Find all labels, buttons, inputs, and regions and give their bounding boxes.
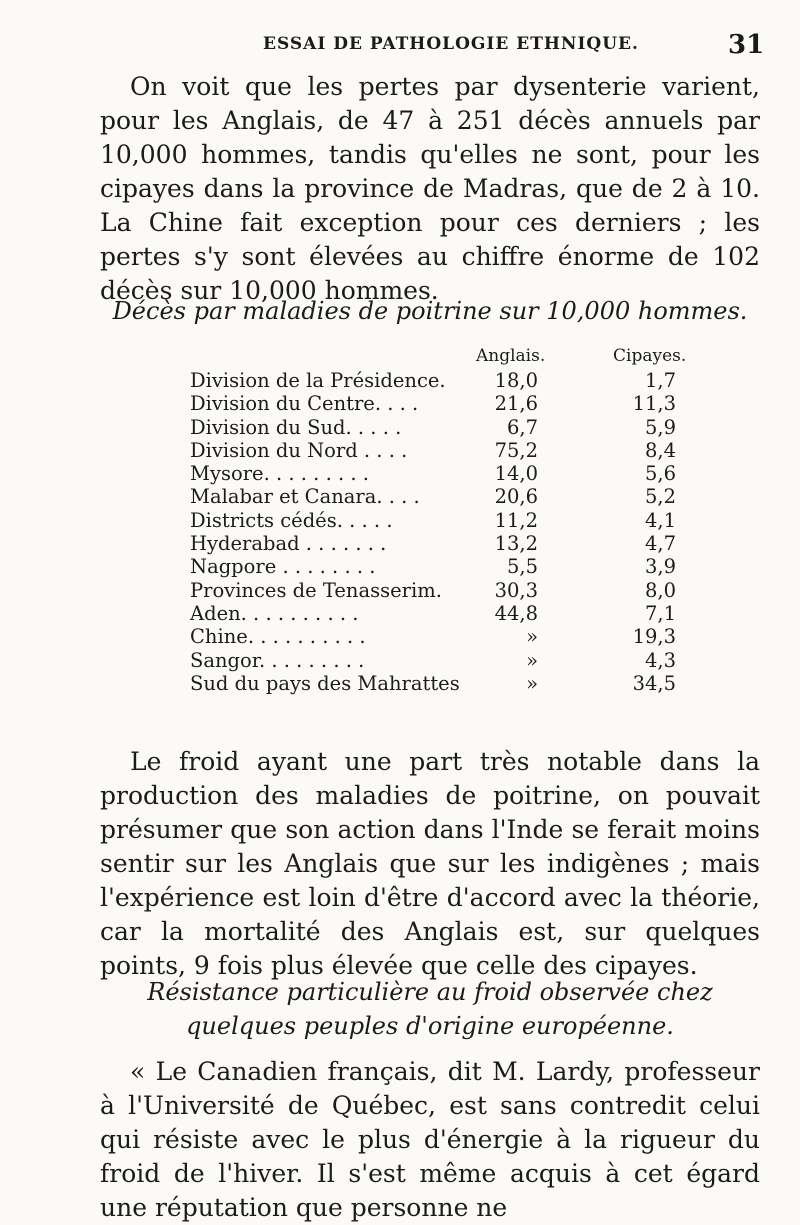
row-label: Division de la Présidence. [190, 369, 446, 392]
value-anglais: » [526, 671, 538, 695]
paragraph-canadien: « Le Canadien français, dit M. Lardy, professeur à l'Université de Québec, est sans contredit celui qui résiste avec le plus d'énergie à la rigueur du froid de l'hiver. Il s'est même acquis à cet égard une réputation que personne ne [100, 1057, 760, 1222]
value-anglais: 5,5 [506, 555, 538, 579]
table-row [0, 602, 800, 625]
value-cipayes: 7,1 [644, 601, 676, 625]
paragraph-maladies-poitrine: Le froid ayant une part très notable dans la production des maladies de poitrine, on pouvait présumer que son action dans l'Inde se ferait moins sentir sur les Anglais que sur les indigènes ; mais l'expérience est loin d'être d'accord avec la théorie, car la mortalité des Anglais est, sur quelques points, 9 fois plus élevée que celle des cipayes. [100, 747, 760, 980]
row-label: Nagpore . . . . . . . . [190, 555, 376, 579]
table-row [0, 439, 800, 462]
section-heading: Résistance particulière au froid observée chez quelques peuples d'origine européenne. [147, 978, 713, 1040]
table-row [0, 649, 800, 672]
value-anglais: 14,0 [494, 462, 538, 486]
row-label: Sud du pays des Mahrattes [190, 671, 460, 695]
value-cipayes: 8,4 [644, 438, 676, 462]
paragraph-dysenterie: On voit que les pertes par dysenterie varient, pour les Anglais, de 47 à 251 décès annuels par 10,000 hommes, tandis qu'elles ne sont, pour les cipayes dans la province de Madras, que de 2 à 10. La Chine fait exception pour ces derniers ; les pertes s'y sont élevées au chiffre énorme de 102 décès sur 10,000 hommes. [100, 72, 760, 305]
table-row [0, 416, 800, 439]
value-cipayes: 5,6 [644, 462, 676, 486]
column-header-anglais: Anglais. [476, 346, 546, 366]
row-label: Hyderabad . . . . . . . [190, 532, 387, 556]
value-cipayes: 4,1 [644, 508, 676, 532]
mortality-table [0, 369, 800, 695]
table-row [0, 532, 800, 555]
row-label: Districts cédés. . . . . [190, 508, 393, 532]
value-cipayes: 3,9 [644, 555, 676, 579]
page-header [0, 30, 800, 64]
table-row [0, 555, 800, 578]
row-label: Division du Centre. . . . [190, 392, 419, 416]
value-cipayes: 5,2 [644, 485, 676, 509]
value-cipayes: 5,9 [644, 415, 676, 439]
value-anglais: 44,8 [494, 601, 538, 625]
value-anglais: 30,3 [494, 578, 538, 602]
row-label: Division du Nord . . . . [190, 438, 408, 462]
row-label: Malabar et Canara. . . . [190, 485, 420, 509]
value-cipayes: 8,0 [644, 578, 676, 602]
value-anglais: 13,2 [494, 532, 538, 556]
value-cipayes: 4,7 [644, 532, 676, 556]
row-label: Division du Sud. . . . . [190, 415, 402, 439]
table-row [0, 625, 800, 648]
row-label: Sangor. . . . . . . . . [190, 648, 365, 672]
column-header-cipayes: Cipayes. [613, 346, 687, 366]
running-title: ESSAI DE PATHOLOGIE ETHNIQUE. [263, 34, 639, 54]
value-anglais: 11,2 [494, 508, 538, 532]
value-cipayes: 34,5 [632, 671, 676, 695]
value-cipayes: 11,3 [632, 392, 676, 416]
table-row [0, 392, 800, 415]
table-header [0, 346, 800, 368]
row-label: Mysore. . . . . . . . . [190, 462, 369, 486]
value-anglais: 18,0 [494, 369, 538, 392]
row-label: Chine. . . . . . . . . . [190, 625, 366, 649]
page-number: 31 [728, 30, 765, 60]
table-row [0, 462, 800, 485]
table-row [0, 369, 800, 392]
value-cipayes: 4,3 [644, 648, 676, 672]
table-row [0, 579, 800, 602]
row-label: Provinces de Tenasserim. [190, 578, 442, 602]
table-row [0, 485, 800, 508]
table-row [0, 672, 800, 695]
table-title: Décès par maladies de poitrine sur 10,000 hommes. [112, 297, 748, 325]
row-label: Aden. . . . . . . . . . [190, 601, 359, 625]
value-anglais: 21,6 [494, 392, 538, 416]
value-cipayes: 19,3 [632, 625, 676, 649]
value-anglais: 6,7 [506, 415, 538, 439]
value-anglais: » [526, 648, 538, 672]
value-anglais: 75,2 [494, 438, 538, 462]
value-anglais: 20,6 [494, 485, 538, 509]
table-row [0, 509, 800, 532]
value-anglais: » [526, 625, 538, 649]
value-cipayes: 1,7 [644, 369, 676, 392]
